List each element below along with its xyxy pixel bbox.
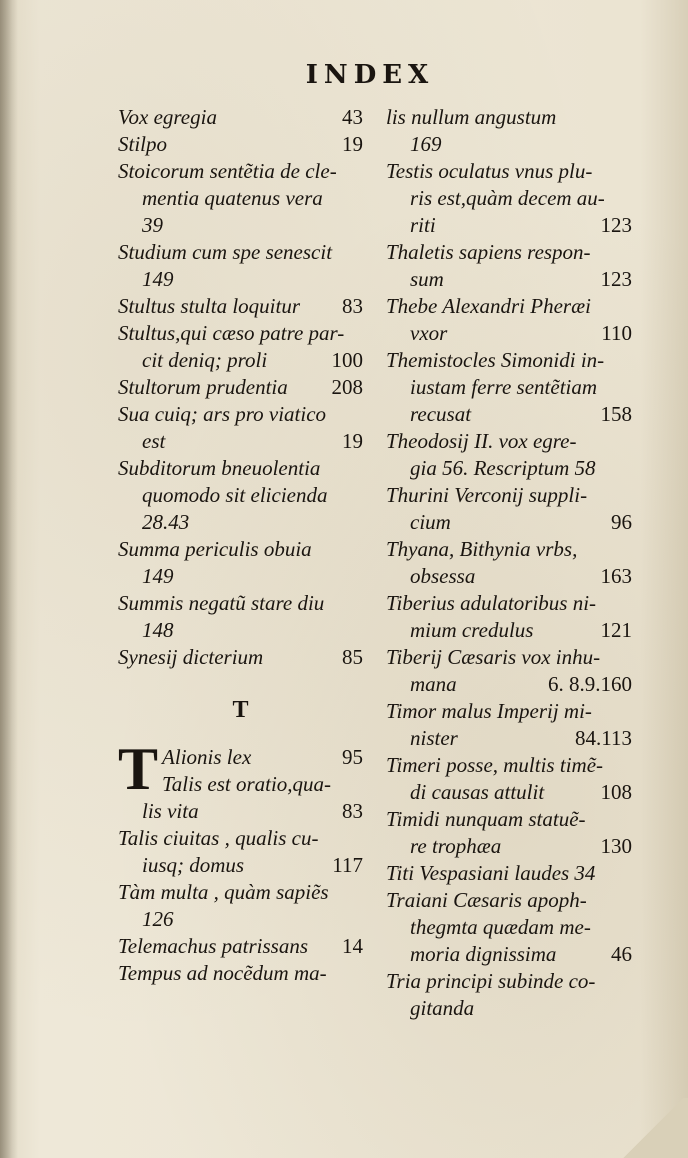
entry-line: sum 123 <box>410 267 632 291</box>
index-entry <box>118 455 363 536</box>
index-entry <box>118 158 363 239</box>
entry-line: lis nullum angustum <box>386 105 557 129</box>
entry-line: Sua cuiq; ars pro viatico <box>118 402 327 426</box>
entry-line: moria dignissima 46 <box>410 942 632 966</box>
entry-line: Timeri posse, multis timẽ- <box>386 753 604 777</box>
page-number: 83 <box>342 294 363 318</box>
entry-line: Stilpo 19 <box>118 132 363 156</box>
entry-line: Thurini Verconij suppli- <box>386 483 588 507</box>
page-number: 123 <box>600 213 632 237</box>
entry-line: ris est,quàm decem au- <box>410 186 605 210</box>
entry-line: 149 <box>142 267 174 291</box>
index-entry <box>386 239 632 293</box>
index-entry <box>118 320 363 374</box>
index-entry <box>118 104 363 131</box>
index-entry <box>386 860 632 887</box>
page-number: 117 <box>332 853 363 877</box>
entry-line: Thyana, Bithynia vrbs, <box>386 537 578 561</box>
index-entry <box>118 771 363 825</box>
gutter-shadow <box>0 0 18 1158</box>
entry-line: mium credulus 121 <box>410 618 632 642</box>
index-entry <box>386 293 632 347</box>
page-number: 85 <box>342 645 363 669</box>
index-entry <box>118 239 363 293</box>
index-entry <box>118 644 363 671</box>
entry-line: iusq; domus 117 <box>142 853 363 877</box>
entry-line: Telemachus patrissans 14 <box>118 934 363 958</box>
entry-line: Talis ciuitas , qualis cu- <box>118 826 319 850</box>
index-entry <box>118 131 363 158</box>
page-number: 96 <box>611 510 632 534</box>
entry-line: 126 <box>142 907 174 931</box>
entry-line: gia 56. Rescriptum 58 <box>410 456 596 480</box>
page-number: 14 <box>342 934 363 958</box>
corner-fold <box>618 1098 688 1158</box>
index-entry <box>386 968 632 1022</box>
page-number: 84.113 <box>575 726 632 750</box>
index-entry <box>118 590 363 644</box>
entry-line: Themistocles Simonidi in- <box>386 348 605 372</box>
index-entry <box>118 536 363 590</box>
page-number: 83 <box>342 799 363 823</box>
entry-line: Thebe Alexandri Pheræi <box>386 294 591 318</box>
entry-line: mentia quatenus vera <box>142 186 323 210</box>
entry-line: cium 96 <box>410 510 632 534</box>
entry-line: Tiberius adulatoribus ni- <box>386 591 597 615</box>
entry-line: Stoicorum sentẽtia de cle- <box>118 159 337 183</box>
entry-line: Tria principi subinde co- <box>386 969 596 993</box>
entry-line: vxor 110 <box>410 321 632 345</box>
page-number: 19 <box>342 429 363 453</box>
entry-line: 39 <box>142 213 163 237</box>
entry-line: Synesij dicterium 85 <box>118 645 363 669</box>
page-number: 6. 8.9.160 <box>548 672 632 696</box>
index-entry <box>386 158 632 239</box>
page-number: 110 <box>601 321 632 345</box>
index-entry <box>118 825 363 879</box>
page-number: 163 <box>600 564 632 588</box>
entry-line: Stultus,qui cæso patre par- <box>118 321 345 345</box>
index-entry <box>118 401 363 455</box>
index-entry <box>118 374 363 401</box>
entry-line: est 19 <box>142 429 363 453</box>
index-entry <box>386 536 632 590</box>
index-entry <box>118 744 363 771</box>
page-number: 19 <box>342 132 363 156</box>
entry-line: 148 <box>142 618 174 642</box>
entry-line: mana 6. 8.9.160 <box>410 672 632 696</box>
page-number: 108 <box>600 780 632 804</box>
entry-line: quomodo sit elicienda <box>142 483 328 507</box>
entry-line: Stultus stulta loquitur 83 <box>118 294 363 318</box>
page-number: 46 <box>611 942 632 966</box>
entry-line: Tàm multa , quàm sapiẽs <box>118 880 329 904</box>
index-entry <box>386 104 632 158</box>
entry-line: 169 <box>410 132 442 156</box>
entry-line: Summa periculis obuia <box>118 537 312 561</box>
entry-line: Timidi nunquam statuẽ- <box>386 807 586 831</box>
entry-line: Tempus ad nocẽdum ma- <box>118 961 327 985</box>
page-header: INDEX <box>305 60 435 90</box>
page-number: 100 <box>331 348 363 372</box>
letter-heading: T <box>232 697 249 723</box>
index-entry <box>386 347 632 428</box>
index-entry <box>386 887 632 968</box>
entry-line: iustam ferre sentẽtiam <box>410 375 598 399</box>
entry-line: gitanda <box>410 996 475 1020</box>
entry-line: Timor malus Imperij mi- <box>386 699 592 723</box>
right-column <box>386 104 632 1022</box>
entry-line: Thaletis sapiens respon- <box>386 240 591 264</box>
entry-line: 149 <box>142 564 174 588</box>
entry-line: obsessa 163 <box>410 564 632 588</box>
page-number: 123 <box>600 267 632 291</box>
entry-line: Studium cum spe senescit <box>118 240 333 264</box>
index-entry <box>386 752 632 806</box>
index-entry <box>118 960 363 987</box>
entry-line: Stultorum prudentia 208 <box>118 375 363 399</box>
entry-line: re trophæa 130 <box>410 834 632 858</box>
entry-line: Titi Vespasiani laudes 34 <box>386 861 596 885</box>
index-entry <box>386 428 632 482</box>
index-entry <box>386 482 632 536</box>
entry-line: Talis est oratio,qua- <box>162 772 332 796</box>
drop-cap: T <box>118 736 159 802</box>
left-column <box>118 104 363 987</box>
entry-line: nister 84.113 <box>410 726 632 750</box>
entry-line: lis vita 83 <box>142 799 363 823</box>
entry-line: recusat 158 <box>410 402 632 426</box>
index-entry <box>386 644 632 698</box>
entry-line: Subditorum bneuolentia <box>118 456 321 480</box>
entry-line: Alionis lex 95 <box>162 745 363 769</box>
entry-line: cit deniq; proli 100 <box>142 348 363 372</box>
entry-line: Tiberij Cæsaris vox inhu- <box>386 645 601 669</box>
entry-line: Summis negatũ stare diu <box>118 591 325 615</box>
entry-line: di causas attulit 108 <box>410 780 632 804</box>
page-number: 121 <box>600 618 632 642</box>
entry-line: Theodosij II. vox egre- <box>386 429 577 453</box>
page-number: 208 <box>331 375 363 399</box>
entry-line: 28.43 <box>142 510 190 534</box>
index-entry <box>386 806 632 860</box>
page-number: 95 <box>342 745 363 769</box>
index-entry <box>386 590 632 644</box>
page-number: 43 <box>342 105 363 129</box>
entry-line: Traiani Cæsaris apoph- <box>386 888 587 912</box>
index-entry <box>118 879 363 933</box>
entry-line: Testis oculatus vnus plu- <box>386 159 593 183</box>
entry-line: thegmta quædam me- <box>410 915 591 939</box>
page-number: 130 <box>600 834 632 858</box>
index-entry <box>118 933 363 960</box>
index-entry <box>118 293 363 320</box>
entry-line: riti 123 <box>410 213 632 237</box>
entry-line: Vox egregia 43 <box>118 105 363 129</box>
page-number: 158 <box>600 402 632 426</box>
index-entry <box>386 698 632 752</box>
